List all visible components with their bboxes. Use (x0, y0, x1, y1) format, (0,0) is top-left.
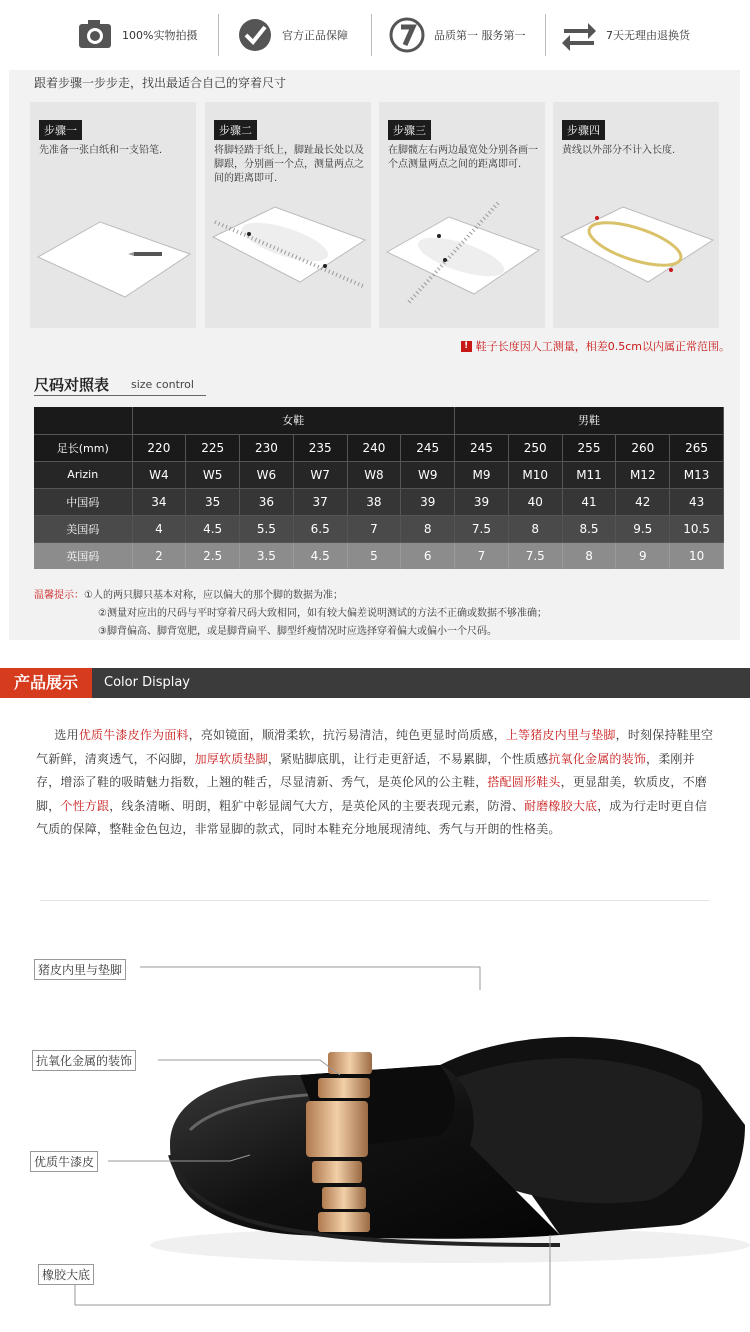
table-cell: 8 (401, 515, 455, 542)
description-text: ，柔刚并存，增添了鞋的吸睛魅力指数，上翘的鞋舌，尽显清新、秀气，是英伦风的公主鞋， (36, 751, 695, 790)
table-cell: 9.5 (616, 515, 670, 542)
table-row (34, 488, 724, 515)
step-text: 将脚轻踏于纸上，脚趾最长处以及脚跟，分别画一个点，测量两点之间的距离即可. (214, 145, 364, 184)
table-cell: 10.5 (670, 515, 724, 542)
size-chart-subtitle: size control (131, 378, 194, 391)
table-cell: 8 (562, 542, 616, 569)
row-label: 英国码 (34, 542, 132, 569)
step-badge: 步骤二 (214, 120, 257, 140)
table-cell: 5.5 (240, 515, 294, 542)
step-card-4 (553, 102, 719, 328)
step-text: 先准备一张白纸和一支铅笔. (39, 145, 163, 156)
table-cell: 42 (616, 488, 670, 515)
measure-intro: 跟着步骤一步步走，找出最适合自己的穿着尺寸 (34, 76, 287, 90)
table-cell: 265 (670, 434, 724, 461)
display-title: 产品展示 (0, 668, 92, 698)
guarantee-label: 品质第一 服务第一 (434, 29, 526, 42)
table-cell: 255 (562, 434, 616, 461)
table-cell: 41 (562, 488, 616, 515)
table-cell: 245 (401, 434, 455, 461)
table-cell: 5 (347, 542, 401, 569)
table-cell: 10 (670, 542, 724, 569)
checkmark-badge-icon (236, 16, 274, 54)
group-women: 女鞋 (132, 407, 455, 434)
table-cell: 4.5 (186, 515, 240, 542)
table-cell: W9 (401, 461, 455, 488)
description-text: 选用 (54, 728, 79, 742)
callout-metal-decoration: 抗氧化金属的装饰 (32, 1050, 136, 1071)
table-cell: 36 (240, 488, 294, 515)
table-cell: 4 (132, 515, 186, 542)
table-cell: 8 (508, 515, 562, 542)
highlight-text: 搭配圆形鞋头 (487, 775, 561, 790)
description-text: ，时刻保持鞋里空气新鲜，清爽透气，不闷脚， (36, 728, 714, 766)
table-cell: 7.5 (508, 542, 562, 569)
table-cell: 250 (508, 434, 562, 461)
table-cell: 245 (455, 434, 509, 461)
table-cell: 8.5 (562, 515, 616, 542)
table-cell: 3.5 (240, 542, 294, 569)
description-text: ，成为行走时更自信气质的保障，整鞋金色包边，非常显脚的款式，同时本鞋充分地展现清纯、秀气与开朗的性格美。 (36, 798, 708, 837)
table-cell: 225 (186, 434, 240, 461)
table-cell: W7 (293, 461, 347, 488)
step-badge: 步骤一 (39, 120, 82, 140)
table-cell: 6 (401, 542, 455, 569)
return-arrows-icon (560, 16, 598, 54)
row-label: Arizin (34, 461, 132, 488)
table-cell: 7 (347, 515, 401, 542)
table-cell: 40 (508, 488, 562, 515)
size-chart-title: 尺码对照表 (34, 376, 110, 394)
table-cell: 230 (240, 434, 294, 461)
table-corner-cell (34, 407, 132, 434)
measure-note (461, 338, 730, 354)
table-cell: 37 (293, 488, 347, 515)
highlight-text: 上等猪皮内里与垫脚 (505, 728, 616, 742)
step-card-1 (30, 102, 196, 328)
table-cell: M10 (508, 461, 562, 488)
table-cell: M12 (616, 461, 670, 488)
table-cell: 4.5 (293, 542, 347, 569)
callout-rubber-sole: 橡胶大底 (38, 1264, 94, 1285)
table-cell: 34 (132, 488, 186, 515)
step-text: 黄线以外部分不计入长度. (562, 145, 676, 156)
table-row (34, 434, 724, 461)
table-header-row (34, 407, 724, 434)
display-header (0, 668, 750, 698)
guarantee-authentic (236, 0, 348, 70)
description-text: ，紧贴脚底肌，让行走更舒适，不易累脚，个性质感 (267, 751, 549, 766)
divider (545, 14, 546, 56)
table-cell: M9 (455, 461, 509, 488)
table-cell: 6.5 (293, 515, 347, 542)
measure-note-text: 鞋子长度因人工测量，相差0.5cm以内属正常范围。 (475, 340, 730, 353)
callout-leather: 优质牛漆皮 (30, 1151, 98, 1172)
step-card-3 (379, 102, 545, 328)
foot-outline-illustration (553, 202, 719, 328)
divider (218, 14, 219, 56)
table-cell: W8 (347, 461, 401, 488)
step-badge: 步骤四 (562, 120, 605, 140)
row-label: 中国码 (34, 488, 132, 515)
step-badge: 步骤三 (388, 120, 431, 140)
table-cell: 7 (455, 542, 509, 569)
table-cell: W6 (240, 461, 294, 488)
table-cell: 39 (455, 488, 509, 515)
divider (40, 900, 710, 901)
table-cell: 235 (293, 434, 347, 461)
tips-text: ①人的两只脚只基本对称，应以偏大的那个脚的数据为准； (84, 590, 343, 601)
table-cell: W5 (186, 461, 240, 488)
table-cell: M11 (562, 461, 616, 488)
foot-on-paper-illustration (205, 202, 371, 328)
description-text: ，亮如镜面，顺滑柔软，抗污易清洁，纯色更显时尚质感， (188, 728, 506, 742)
guarantee-label: 7天无理由退换货 (606, 29, 690, 42)
table-cell: W4 (132, 461, 186, 488)
measure-panel (9, 70, 740, 640)
table-cell: 260 (616, 434, 670, 461)
product-description (36, 724, 716, 842)
description-text: ，更显甜美，软质皮，不磨脚， (36, 775, 708, 813)
tips-label: 温馨提示： (34, 590, 84, 601)
display-subtitle: Color Display (104, 675, 190, 690)
table-cell: 220 (132, 434, 186, 461)
table-cell: M13 (670, 461, 724, 488)
table-cell: 43 (670, 488, 724, 515)
table-cell: 35 (186, 488, 240, 515)
table-cell: 38 (347, 488, 401, 515)
guarantee-returns (560, 0, 690, 70)
title-underline (34, 395, 206, 396)
row-label: 美国码 (34, 515, 132, 542)
guarantee-label: 100%实物拍摄 (122, 29, 198, 42)
tips-line: ③脚背偏高、脚背宽肥，或是脚背扁平、脚型纤瘦情况时应选择穿着偏大或偏小一个尺码。 (98, 626, 497, 637)
step-card-2 (205, 102, 371, 328)
table-row (34, 461, 724, 488)
table-cell: 2 (132, 542, 186, 569)
guarantee-photo (76, 0, 197, 70)
row-label: 足长(mm) (34, 434, 132, 461)
step-text: 在脚髋左右两边最宽处分别各画一个点测量两点之间的距离即可. (388, 145, 538, 170)
warning-icon: ! (461, 341, 472, 352)
camera-icon (76, 16, 114, 54)
guarantee-bar (0, 0, 750, 70)
callout-lining: 猪皮内里与垫脚 (34, 959, 126, 980)
description-text: ，线条清晰、明朗，粗犷中彰显阔气大方，是英伦风的主要表现元素，防滑、 (109, 798, 525, 813)
highlight-text: 个性方跟 (60, 798, 110, 813)
tips-line (34, 587, 547, 605)
highlight-text: 耐磨橡胶大底 (524, 798, 598, 813)
highlight-text: 抗氧化金属的装饰 (548, 751, 647, 766)
product-image-area (0, 915, 750, 1332)
group-men: 男鞋 (455, 407, 724, 434)
table-row (34, 515, 724, 542)
table-row (34, 542, 724, 569)
tips (34, 587, 547, 641)
number-one-icon (388, 16, 426, 54)
table-cell: 7.5 (455, 515, 509, 542)
table-cell: 9 (616, 542, 670, 569)
highlight-text: 优质牛漆皮作为面料 (78, 728, 189, 742)
highlight-text: 加厚软质垫脚 (194, 751, 268, 766)
foot-width-illustration (379, 202, 545, 328)
tips-line: ②测量对应出的尺码与平时穿着尺码大致相同，如有较大偏差说明测试的方法不正确或数据不够准确； (98, 608, 547, 619)
guarantee-label: 官方正品保障 (282, 29, 348, 42)
divider (371, 14, 372, 56)
table-cell: 240 (347, 434, 401, 461)
size-chart-table (34, 407, 724, 569)
paper-pencil-illustration (30, 202, 196, 328)
table-cell: 39 (401, 488, 455, 515)
guarantee-quality (388, 0, 526, 70)
table-cell: 2.5 (186, 542, 240, 569)
